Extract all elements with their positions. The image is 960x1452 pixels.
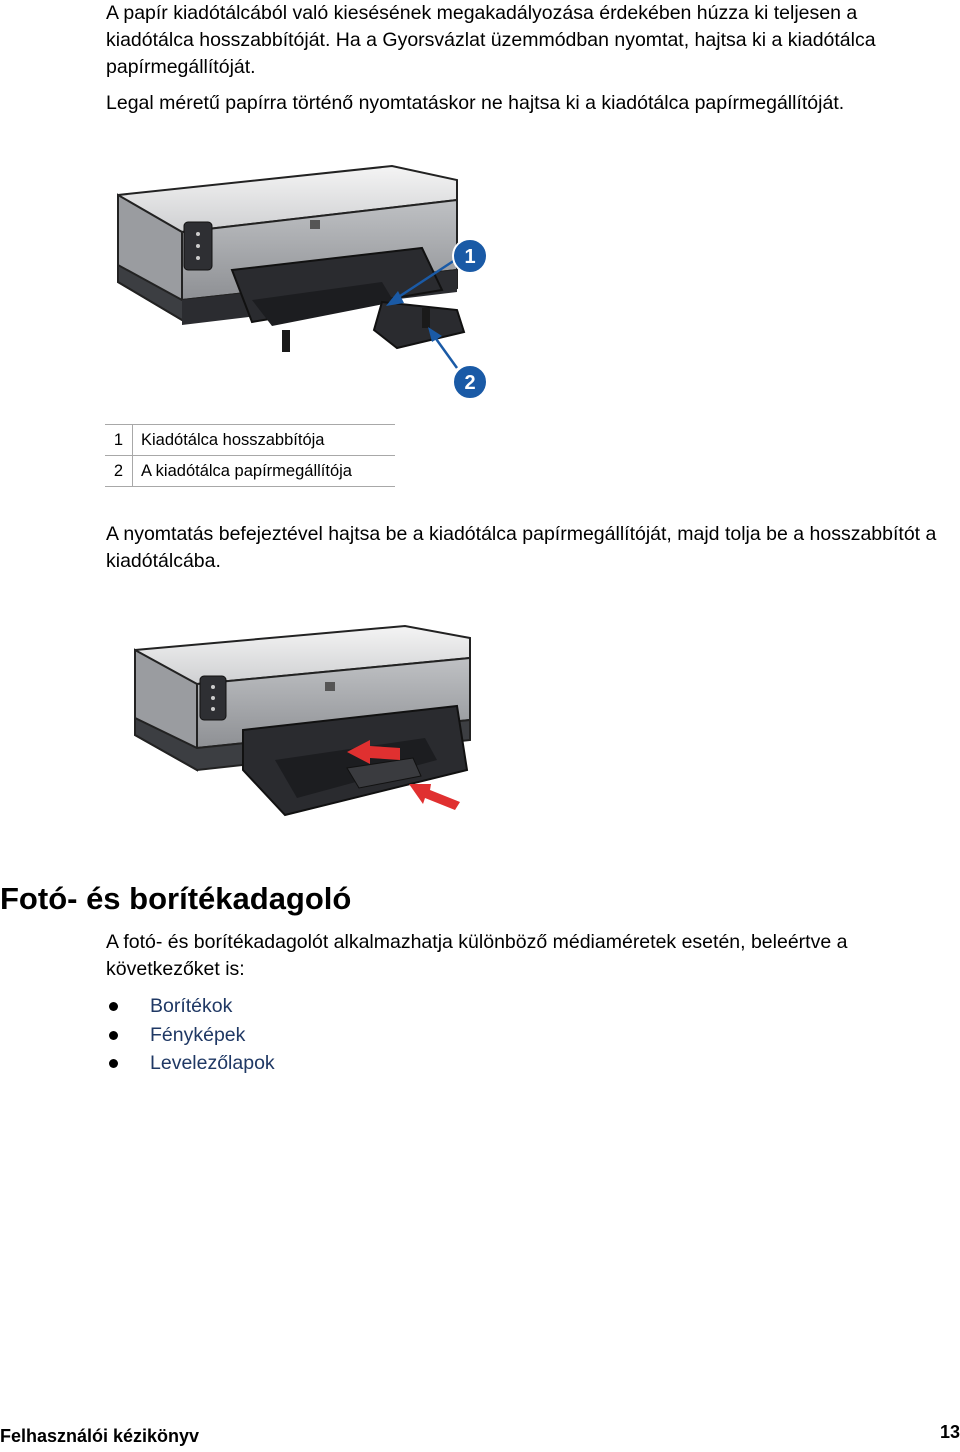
legend-text: A kiadótálca papírmegállítója (133, 456, 396, 487)
list-item-label: Borítékok (150, 995, 233, 1017)
printer-illustration-retract (125, 620, 485, 830)
list-item[interactable] (106, 1021, 275, 1050)
footer-page-number: 13 (939, 1422, 960, 1442)
legend-number: 2 (105, 456, 133, 487)
bullet-icon (109, 1031, 118, 1040)
intro-paragraph: A papír kiadótálcából való kiesésének megakadályozása érdekében húzza ki teljesen a kiadótálca hosszabbítóját. Ha a Gyorsvázlat üzemmódban nyomtat, hajtsa ki a kiadótálca papírmegállítóját. (106, 2, 876, 78)
bullet-icon (109, 1002, 118, 1011)
legend-number: 1 (105, 425, 133, 456)
table-row (105, 456, 395, 487)
callout-legend-table (105, 424, 395, 487)
footer-document-title: Felhasználói kézikönyv (0, 1426, 200, 1446)
printer-tray-extended-figure (112, 160, 502, 410)
list-item-label: Levelezőlapok (150, 1052, 275, 1074)
legal-paper-note: Legal méretű papírra történő nyomtatáskor ne hajtsa ki a kiadótálca papírmegállítóját. (106, 92, 845, 114)
table-row (105, 425, 395, 456)
section-intro-paragraph: A fotó- és borítékadagolót alkalmazhatja különböző médiaméretek esetén, beleértve a következőket is: (106, 931, 848, 980)
callout-2-label: 2 (464, 372, 476, 394)
callout-1-label: 1 (464, 246, 476, 268)
printer-tray-retract-figure (125, 620, 485, 830)
list-item[interactable] (106, 1049, 275, 1078)
section-heading: Fotó- és borítékadagoló (0, 881, 352, 916)
list-item[interactable] (106, 992, 275, 1021)
printer-illustration (112, 160, 502, 410)
legend-text: Kiadótálca hosszabbítója (133, 425, 396, 456)
list-item-label: Fényképek (150, 1023, 246, 1046)
retract-instruction-paragraph: A nyomtatás befejeztével hajtsa be a kiadótálca papírmegállítóját, majd tolja be a hosszabbítót a kiadótálcába. (106, 523, 937, 572)
bullet-icon (109, 1059, 118, 1068)
media-size-list (106, 992, 275, 1078)
